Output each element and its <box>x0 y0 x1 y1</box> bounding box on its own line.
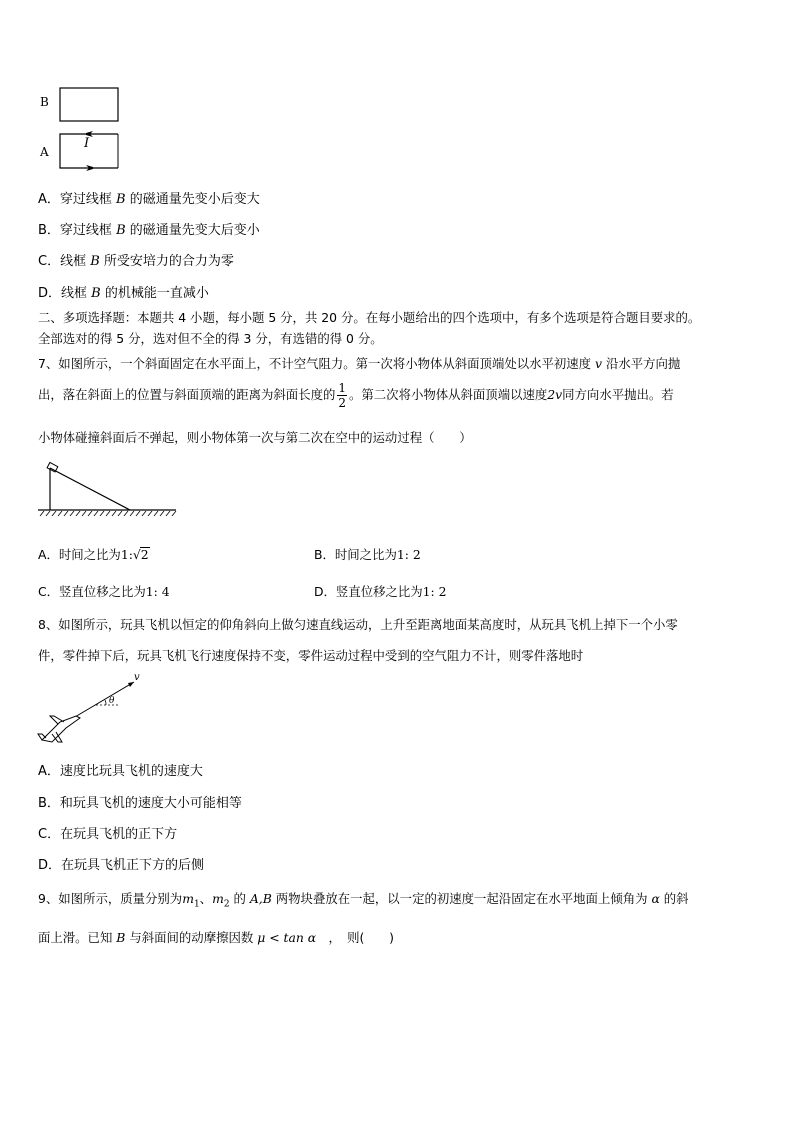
q7-text: 同方向水平抛出。若 <box>562 387 674 402</box>
fig-q6 <box>38 86 128 172</box>
option-var: B <box>116 192 126 207</box>
friction-condition: μ < tan α <box>257 930 317 945</box>
plane-diagram <box>36 672 156 748</box>
fraction-numerator: 1 <box>338 381 347 395</box>
fraction-denominator: 2 <box>338 396 347 410</box>
q8-line-1: 8、如图所示，玩具飞机以恒定的仰角斜向上做匀速直线运动，上升至距离地面某高度时，从玩具飞机上掉下一个小零 <box>38 617 678 632</box>
q7-line-2 <box>38 382 674 409</box>
q6-option-c <box>38 250 234 269</box>
mass-1-subscript: 1 <box>193 899 200 910</box>
option-var: B <box>91 286 101 301</box>
q7-text: 出，落在斜面上的位置与斜面顶端的距离为斜面长度的 <box>38 387 336 402</box>
mass-2: m <box>212 891 224 906</box>
q6-option-d <box>38 282 209 301</box>
option-text: 的机械能一直减小 <box>100 286 209 301</box>
q9-line-1 <box>38 889 689 909</box>
q7-text: 沿水平方向抛 <box>602 356 681 371</box>
q7-speed: 2v <box>547 387 563 402</box>
option-text: 线框 <box>60 254 91 269</box>
option-text: C．竖直位移之比为 <box>38 584 146 599</box>
option-text: A．时间之比为 <box>38 547 121 562</box>
frames-diagram <box>58 86 128 172</box>
label-frame-b: B <box>40 95 49 109</box>
q7-option-d <box>314 582 447 600</box>
q7-line-3: 小物体碰撞斜面后不弹起，则小物体第一次与第二次在空中的运动过程（ ） <box>38 430 472 445</box>
q9-text: 两物块叠放在一起，以一定的初速度一起沿固定在水平地面上倾角为 <box>271 891 652 906</box>
incline-figure <box>38 460 178 520</box>
plane-figure <box>36 672 156 748</box>
option-text: 穿过线框 <box>59 192 117 207</box>
sqrt-radicand: 2 <box>140 547 149 562</box>
option-text: 的磁通量先变小后变大 <box>125 192 260 207</box>
option-letter: A． <box>38 192 60 207</box>
q7-line-1 <box>38 354 680 372</box>
option-text: B．时间之比为 <box>314 547 397 562</box>
q7-text: 。第二次将小物体从斜面顶端以速度 <box>349 387 548 402</box>
q7-option-a <box>38 545 150 563</box>
section-2-line-1: 二、多项选择题：本题共 4 小题，每小题 5 分，共 20 分。在每小题给出的四个选项中，有多个选项是符合题目要求的。 <box>38 310 701 325</box>
q9-text: 的斜 <box>659 891 689 906</box>
q7-text: 7、如图所示，一个斜面固定在水平面上，不计空气阻力。第一次将小物体从斜面顶端处以水平初速度 <box>38 356 596 371</box>
q9-text: 的 <box>229 891 250 906</box>
q6-option-b <box>38 219 260 238</box>
q9-text: 9、如图所示，质量分别为 <box>38 891 183 906</box>
label-current: I <box>84 136 90 151</box>
option-letter: D． <box>38 286 62 301</box>
q6-option-a <box>38 188 260 207</box>
option-value: 1: 2 <box>422 584 447 599</box>
q9-text: 、 <box>199 891 213 906</box>
option-text: 的磁通量先变大后变小 <box>125 223 260 238</box>
option-text: 所受安培力的合力为零 <box>99 254 234 269</box>
q9-text: ， 则( ) <box>316 930 394 945</box>
q7-var: v <box>595 356 603 371</box>
sqrt-symbol: √ <box>132 547 141 562</box>
option-value: 1: 4 <box>145 584 170 599</box>
label-frame-a: A <box>40 145 49 159</box>
q9-text: 与斜面间的动摩擦因数 <box>125 930 258 945</box>
q7-option-b <box>314 545 421 563</box>
option-text: D．竖直位移之比为 <box>314 584 423 599</box>
option-var: B <box>116 223 126 238</box>
option-value: 1: <box>120 547 133 562</box>
option-text: 线框 <box>61 286 92 301</box>
angle-alpha: α <box>651 891 660 906</box>
section-2-line-2: 全部选对的得 5 分，选对但不全的得 3 分，有选错的得 0 分。 <box>38 331 383 346</box>
option-value: 1: 2 <box>396 547 421 562</box>
q8-line-2: 件，零件掉下后，玩具飞机飞行速度保持不变，零件运动过程中受到的空气阻力不计，则零件落地时 <box>38 648 584 663</box>
label-theta: θ <box>109 696 115 706</box>
option-var: B <box>90 254 100 269</box>
label-velocity: v <box>134 672 140 683</box>
mass-1: m <box>182 891 194 906</box>
q8-option-c: C．在玩具飞机的正下方 <box>38 827 178 842</box>
q8-option-a: A．速度比玩具飞机的速度大 <box>38 764 203 779</box>
q9-text: 面上滑。已知 <box>38 930 117 945</box>
fraction-one-half <box>337 382 347 409</box>
block-b: B <box>116 930 126 945</box>
option-letter: B． <box>38 223 60 238</box>
q9-line-2 <box>38 928 394 946</box>
mass-2-subscript: 2 <box>223 899 230 910</box>
q8-option-d: D．在玩具飞机正下方的后侧 <box>38 858 205 873</box>
option-text: 穿过线框 <box>59 223 117 238</box>
option-letter: C． <box>38 254 61 269</box>
q8-option-b: B．和玩具飞机的速度大小可能相等 <box>38 796 242 811</box>
blocks-ab: A,B <box>249 891 272 906</box>
q7-option-c <box>38 582 170 600</box>
